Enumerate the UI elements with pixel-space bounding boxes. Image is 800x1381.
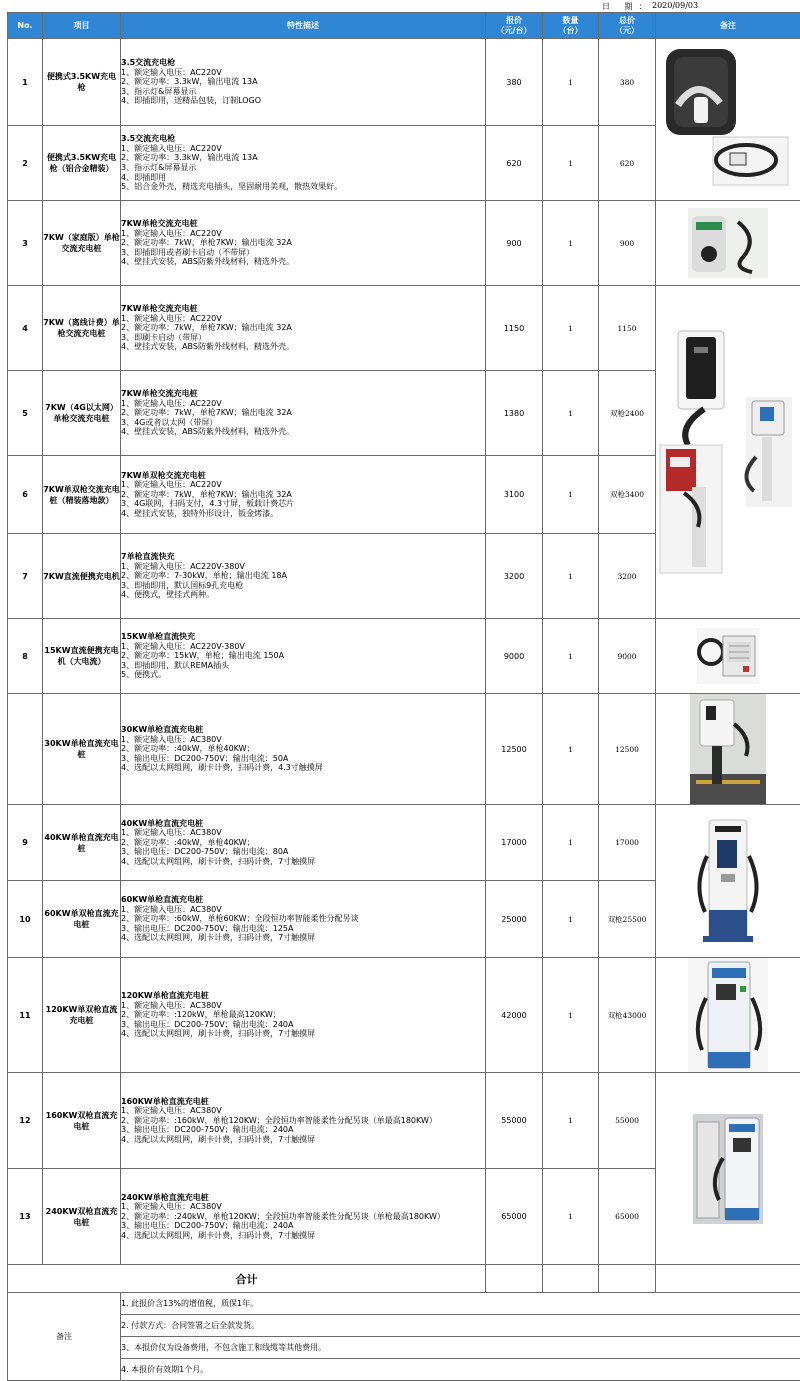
description-line: 3、输出电压：DC200-750V；输出电流：240A	[121, 1125, 485, 1135]
description-line: 4、壁挂式安装，ABS防紫外线材料，精选外壳。	[121, 257, 485, 267]
item-description	[121, 456, 486, 534]
item-name: 160KW双枪直流充电桩	[43, 1073, 121, 1169]
description-line: 4、壁挂式安装，ABS防紫外线材料，精选外壳。	[121, 342, 485, 352]
item-name: 便携式3.5KW充电枪	[43, 39, 121, 126]
product-photo-cell	[656, 39, 800, 201]
row-number: 3	[8, 201, 43, 286]
note-row	[8, 1315, 800, 1337]
description-line: 4、选配以太网组网，刷卡计费，扫码计费，7寸触摸屏	[121, 933, 485, 943]
description-line: 3、即刷卡启动（带屏）	[121, 333, 485, 343]
description-line: 2、额定功率：15kW，单枪；输出电流 150A	[121, 651, 485, 661]
quantity: 1	[543, 1073, 599, 1169]
quantity: 1	[543, 1169, 599, 1265]
row-number	[8, 694, 43, 805]
date-value: 2020/09/03	[652, 1, 698, 10]
description-line: 3、即插即用，默认国标9孔充电枪	[121, 581, 485, 591]
row-number: 12	[8, 1073, 43, 1169]
total-price: 65000	[599, 1169, 656, 1265]
item-description	[121, 805, 486, 881]
note-item: 4. 本报价有效期1个月。	[121, 1359, 800, 1381]
dc-240kw-charger-photo	[693, 1114, 763, 1224]
unit-price: 65000	[486, 1169, 543, 1265]
description-title: 7KW单双枪交流充电桩	[121, 471, 485, 481]
description-line: 1、额定输入电压：AC380V	[121, 1001, 485, 1011]
quantity: 1	[543, 371, 599, 456]
description-title: 120KW单枪直流充电桩	[121, 991, 485, 1001]
description-line: 3、输出电压：DC200-750V；输出电流：125A	[121, 924, 485, 934]
description-line: 2、额定功率：:40kW，单枪40KW；	[121, 838, 485, 848]
total-price: 双枪25500	[599, 881, 656, 958]
row-number: 11	[8, 958, 43, 1073]
note-item: 2. 付款方式：合同签署之后全款发货。	[121, 1315, 800, 1337]
dc-120kw-charger-photo	[688, 958, 768, 1072]
note-row	[8, 1359, 800, 1381]
unit-price: 900	[486, 201, 543, 286]
description-line: 1、额定输入电压：AC220V	[121, 399, 485, 409]
total-price: 620	[599, 126, 656, 201]
description-title: 60KW单枪直流充电桩	[121, 895, 485, 905]
total-price: 9000	[599, 619, 656, 694]
description-line: 1、额定输入电压：AC380V	[121, 1202, 485, 1212]
description-line: 4、壁挂式安装，ABS防紫外线材料，精选外壳。	[121, 427, 485, 437]
quantity: 1	[543, 694, 599, 805]
table-row	[8, 286, 800, 371]
item-name: 7KW直流便携充电机	[43, 534, 121, 619]
unit-price: 3200	[486, 534, 543, 619]
row-number: 2	[8, 126, 43, 201]
row-number: 10	[8, 881, 43, 958]
note-row	[8, 1337, 800, 1359]
item-description	[121, 371, 486, 456]
description-line: 1、额定输入电压：AC380V	[121, 905, 485, 915]
header-total: 总价 （元）	[599, 13, 656, 39]
table-row	[8, 694, 800, 805]
item-description	[121, 881, 486, 958]
table-row	[8, 619, 800, 694]
total-price: 55000	[599, 1073, 656, 1169]
header-item: 项目	[43, 13, 121, 39]
row-number: 6	[8, 456, 43, 534]
item-name: 30KW单枪直流充电桩	[43, 694, 121, 805]
unit-price: 42000	[486, 958, 543, 1073]
row-number: 9	[8, 805, 43, 881]
row-number: 1	[8, 39, 43, 126]
description-line: 1、额定输入电压：AC220V	[121, 68, 485, 78]
note-item: 3、本报价仅为设备费用，不包含施工和线缆等其他费用。	[121, 1337, 800, 1359]
quantity: 1	[543, 881, 599, 958]
date-line	[0, 0, 800, 12]
item-description	[121, 1169, 486, 1265]
item-description	[121, 201, 486, 286]
notes-label: 备注	[8, 1293, 121, 1381]
description-line: 4、选配以太网组网，刷卡计费，扫码计费，7寸触摸屏	[121, 857, 485, 867]
total-price: 17000	[599, 805, 656, 881]
total-price: 12500	[599, 694, 656, 805]
item-description	[121, 126, 486, 201]
wallbox-charger-photo	[688, 208, 768, 278]
unit-price: 55000	[486, 1073, 543, 1169]
quantity: 1	[543, 534, 599, 619]
table-row	[8, 39, 800, 126]
quotation-table	[7, 12, 800, 1381]
quantity: 1	[543, 201, 599, 286]
description-line: 2、额定功率：7kW，单枪7KW；输出电流 32A	[121, 408, 485, 418]
item-description	[121, 534, 486, 619]
description-title: 30KW单枪直流充电桩	[121, 725, 485, 735]
date-label: 日 期：	[602, 1, 653, 12]
total-row	[8, 1265, 800, 1293]
total-label: 合计	[8, 1265, 486, 1293]
description-line: 1、额定输入电压：AC380V	[121, 828, 485, 838]
description-line: 2、额定功率：:120kW，单枪最高120KW；	[121, 1010, 485, 1020]
total-price: 380	[599, 39, 656, 126]
row-number: 5	[8, 371, 43, 456]
dc-wall-charger-photo	[697, 628, 759, 684]
table-row	[8, 805, 800, 881]
item-description	[121, 619, 486, 694]
description-line: 5、便携式。	[121, 670, 485, 680]
product-photo-cell	[656, 201, 800, 286]
description-line: 2、额定功率：7kW，单枪7KW；输出电流 32A	[121, 323, 485, 333]
dc-60kw-charger-photo	[691, 816, 765, 946]
table-row	[8, 958, 800, 1073]
description-line: 4、选配以太网组网，刷卡计费，扫码计费，4.3寸触摸屏	[121, 763, 485, 773]
total-remark-cell	[656, 1265, 800, 1293]
description-line: 1、额定输入电压：AC220V	[121, 480, 485, 490]
total-price-cell	[486, 1265, 543, 1293]
description-line: 2、额定功率：:60kW，单枪60KW；全段恒功率智能柔性分配另谈	[121, 914, 485, 924]
description-line: 1、额定输入电压：AC380V	[121, 735, 485, 745]
description-line: 1、额定输入电压：AC220V-380V	[121, 642, 485, 652]
unit-price: 620	[486, 126, 543, 201]
total-sum-cell	[599, 1265, 656, 1293]
total-price: 3200	[599, 534, 656, 619]
item-name: 7KW（家庭版）单枪交流充电桩	[43, 201, 121, 286]
description-line: 5、铝合金外壳，精选充电插头，坚固耐用美观，散热效果好。	[121, 182, 485, 192]
description-title: 240KW单枪直流充电桩	[121, 1193, 485, 1203]
item-description	[121, 1073, 486, 1169]
item-name: 240KW双枪直流充电桩	[43, 1169, 121, 1265]
item-name: 便携式3.5KW充电枪（铝合金精装）	[43, 126, 121, 201]
header-desc: 特性描述	[121, 13, 486, 39]
description-line: 3、即插即用，默认REMA插头	[121, 661, 485, 671]
unit-price: 1380	[486, 371, 543, 456]
description-title: 3.5交流充电枪	[121, 134, 485, 144]
description-line: 2、额定功率：:40kW，单枪40KW；	[121, 744, 485, 754]
description-line: 1、额定输入电压：AC220V	[121, 229, 485, 239]
row-number: 8	[8, 619, 43, 694]
description-line: 2、额定功率：7kW，单枪7KW；输出电流 32A	[121, 238, 485, 248]
row-number: 13	[8, 1169, 43, 1265]
description-title: 160KW单枪直流充电桩	[121, 1097, 485, 1107]
description-line: 3、4G或者以太网（带屏）	[121, 418, 485, 428]
item-name: 7KW单双枪交流充电桩（精装落地款）	[43, 456, 121, 534]
description-title: 40KW单枪直流充电桩	[121, 819, 485, 829]
description-line: 2、额定功率：3.3kW，输出电流 13A	[121, 153, 485, 163]
total-price: 900	[599, 201, 656, 286]
total-price: 双枪2400	[599, 371, 656, 456]
ac-charging-posts-photo	[658, 327, 798, 577]
table-row	[8, 201, 800, 286]
item-name: 7KW（离线计费）单枪交流充电桩	[43, 286, 121, 371]
item-name: 40KW单枪直流充电桩	[43, 805, 121, 881]
description-line: 3、指示灯&屏幕显示	[121, 87, 485, 97]
item-name: 60KW单双枪直流充电桩	[43, 881, 121, 958]
item-name: 15KW直流便携充电机（大电流）	[43, 619, 121, 694]
description-line: 1、额定输入电压：AC220V	[121, 314, 485, 324]
description-line: 4、选配以太网组网，刷卡计费，扫码计费，7寸触摸屏	[121, 1029, 485, 1039]
description-title: 7KW单枪交流充电桩	[121, 304, 485, 314]
quantity: 1	[543, 805, 599, 881]
description-line: 2、额定功率：7kW，单枪7KW；输出电流 32A	[121, 490, 485, 500]
header-price: 报价 （元/台）	[486, 13, 543, 39]
description-line: 2、额定功率：:240kW，单枪120KW；全段恒功率智能柔性分配另谈（单枪最高180KW）	[121, 1212, 485, 1222]
row-number: 4	[8, 286, 43, 371]
total-price: 双枪43000	[599, 958, 656, 1073]
total-qty-cell	[543, 1265, 599, 1293]
product-photo-cell	[656, 1073, 800, 1265]
description-line: 3、4G联网，扫码支付，4.3寸屏，板载计费芯片	[121, 499, 485, 509]
product-photo-cell	[656, 286, 800, 619]
description-line: 3、输出电压：DC200-750V；输出电流：240A	[121, 1221, 485, 1231]
description-line: 3、输出电压：DC200-750V；输出电流：240A	[121, 1020, 485, 1030]
table-header-row	[8, 13, 800, 39]
total-price: 1150	[599, 286, 656, 371]
item-name: 7KW（4G以太网）单枪交流充电桩	[43, 371, 121, 456]
unit-price: 3100	[486, 456, 543, 534]
description-line: 4、选配以太网组网，刷卡计费，扫码计费，7寸触摸屏	[121, 1231, 485, 1241]
header-remark: 备注	[656, 13, 800, 39]
unit-price: 12500	[486, 694, 543, 805]
description-line: 1、额定输入电压：AC220V-380V	[121, 562, 485, 572]
dc-30kw-charger-photo	[690, 694, 766, 804]
unit-price: 25000	[486, 881, 543, 958]
quantity: 1	[543, 456, 599, 534]
row-number: 7	[8, 534, 43, 619]
description-line: 2、额定功率：:160kW，单枪120KW；全段恒功率智能柔性分配另谈（单最高180KW）	[121, 1116, 485, 1126]
description-line: 3、即插即用或者刷卡启动（不带屏）	[121, 248, 485, 258]
portable-charger-photo	[658, 45, 798, 195]
table-row	[8, 1073, 800, 1169]
description-title: 15KW单枪直流快充	[121, 632, 485, 642]
description-line: 3、指示灯&屏幕显示	[121, 163, 485, 173]
product-photo-cell	[656, 958, 800, 1073]
note-row	[8, 1293, 800, 1315]
unit-price: 9000	[486, 619, 543, 694]
description-line: 2、额定功率：7-30kW，单枪；输出电流 18A	[121, 571, 485, 581]
product-photo-cell	[656, 694, 800, 805]
product-photo-cell	[656, 805, 800, 958]
product-photo-cell	[656, 619, 800, 694]
total-price: 双枪3400	[599, 456, 656, 534]
unit-price: 380	[486, 39, 543, 126]
description-line: 1、额定输入电压：AC220V	[121, 144, 485, 154]
description-line: 3、输出电压：DC200-750V；输出电流：50A	[121, 754, 485, 764]
description-line: 4、选配以太网组网，刷卡计费，扫码计费，7寸触摸屏	[121, 1135, 485, 1145]
description-line: 3、输出电压：DC200-750V；输出电流：80A	[121, 847, 485, 857]
item-description	[121, 958, 486, 1073]
description-line: 4、便携式，壁挂式两种。	[121, 590, 485, 600]
description-title: 7KW单枪交流充电桩	[121, 389, 485, 399]
quantity: 1	[543, 39, 599, 126]
quantity: 1	[543, 286, 599, 371]
unit-price: 17000	[486, 805, 543, 881]
quantity: 1	[543, 619, 599, 694]
quantity: 1	[543, 126, 599, 201]
description-line: 4、即插即用，送精品包装，订制LOGO	[121, 96, 485, 106]
header-no: No.	[8, 13, 43, 39]
item-description	[121, 39, 486, 126]
quantity: 1	[543, 958, 599, 1073]
description-title: 7单枪直流快充	[121, 552, 485, 562]
description-line: 2、额定功率：3.3kW，输出电流 13A	[121, 77, 485, 87]
header-qty: 数量 （台）	[543, 13, 599, 39]
unit-price: 1150	[486, 286, 543, 371]
description-title: 3.5交流充电枪	[121, 58, 485, 68]
description-line: 4、壁挂式安装，独特外形设计，钣金烤漆。	[121, 509, 485, 519]
table-body	[8, 39, 800, 1265]
description-title: 7KW单枪交流充电桩	[121, 219, 485, 229]
item-description	[121, 694, 486, 805]
item-name: 120KW单双枪直流充电桩	[43, 958, 121, 1073]
item-description	[121, 286, 486, 371]
description-line: 4、即插即用	[121, 173, 485, 183]
note-item: 1. 此报价含13%的增值税，质保1年。	[121, 1293, 800, 1315]
description-line: 1、额定输入电压：AC380V	[121, 1106, 485, 1116]
